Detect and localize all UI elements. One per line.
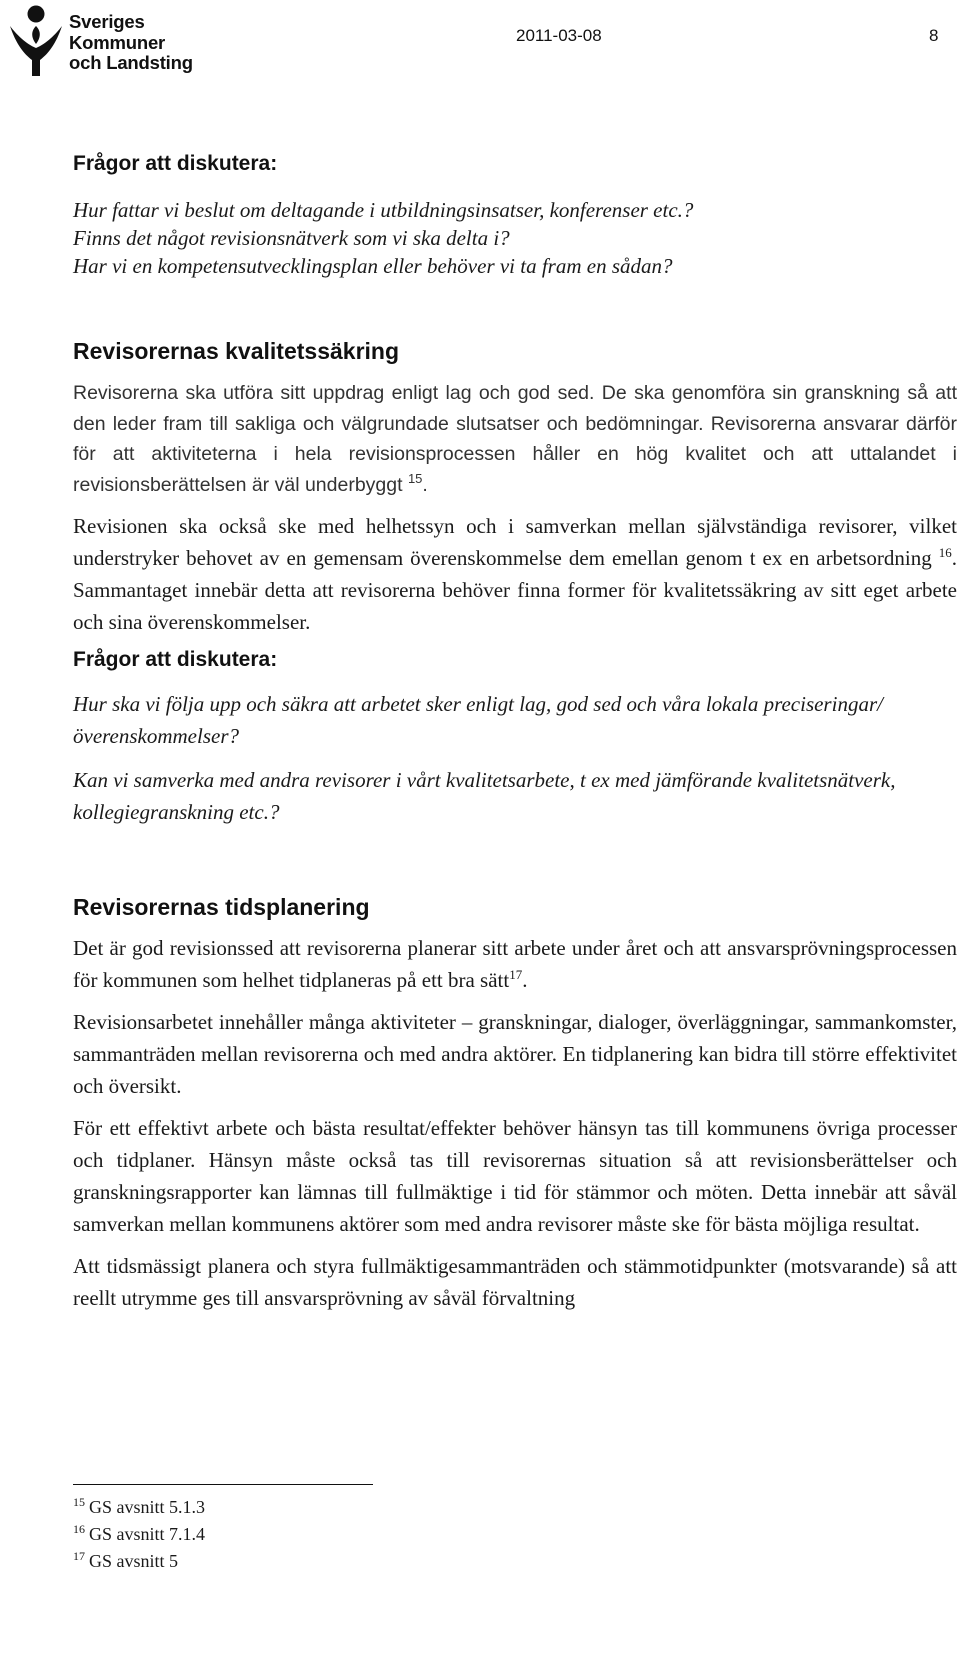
question-item: Hur ska vi följa upp och säkra att arbetet sker enligt lag, god sed och våra lokala preciseringar/överenskommelser? [73, 692, 883, 748]
footnote-item [73, 1548, 205, 1575]
footnote-number: 16 [73, 1522, 85, 1536]
footnote-item [73, 1521, 205, 1548]
paragraph-tid-1 [73, 932, 957, 996]
paragraph-tid-2: Revisionsarbetet innehåller många aktiviteter – granskningar, dialoger, överläggningar, sammankomster, sammanträden mellan revisorerna och med andra aktörer. En tidplanering kan bidra till större effektivitet och översikt. [73, 1010, 957, 1098]
logo-line-1: Sveriges [69, 11, 145, 32]
logo-line-2: Kommuner [69, 31, 166, 53]
question-item: Kan vi samverka med andra revisorer i vårt kvalitetsarbete, t ex med jämförande kvalitetsnätverk, kollegiegranskning etc.? [73, 768, 896, 824]
footnote-number: 15 [73, 1495, 85, 1509]
header-date: 2011-03-08 [516, 26, 602, 45]
footnote-text: GS avsnitt 5 [89, 1551, 179, 1571]
paragraph-end: . [522, 968, 528, 992]
footnote-item [73, 1494, 205, 1521]
footnote-text: GS avsnitt 7.1.4 [89, 1524, 206, 1544]
page-number: 8 [929, 26, 939, 45]
paragraph-text: . Sammantaget innebär detta att revisorerna behöver finna former för kvalitetssäkring av sitt eget arbete och sina överenskommelser. [73, 546, 957, 634]
footnote-ref-17: 17 [509, 967, 523, 982]
footnote-separator [73, 1484, 373, 1485]
section-heading-tidsplanering: Revisorernas tidsplanering [73, 894, 370, 920]
paragraph-text: Det är god revisionssed att revisorerna planerar sitt arbete under året och att ansvarsprövningsprocessen för kommunen som helhet tidplaneras på ett bra sätt [73, 936, 957, 992]
paragraph-kvalitet-1 [73, 378, 957, 500]
organization-logo [6, 4, 196, 78]
section-heading-kvalitetssakring: Revisorernas kvalitetssäkring [73, 338, 400, 364]
footnote-number: 17 [73, 1549, 85, 1563]
question-item: Finns det något revisionsnätverk som vi ska delta i? [73, 226, 510, 250]
paragraph-tid-4: Att tidsmässigt planera och styra fullmäktigesammanträden och stämmotidpunkter (motsvarande) så att reellt utrymme ges till ansvarsprövning av såväl förvaltning [73, 1254, 957, 1310]
paragraph-kvalitet-2 [73, 510, 957, 638]
paragraph-tid-3: För ett effektivt arbete och bästa resultat/effekter behöver hänsyn tas till kommunens övriga processer och tidplaner. Hänsyn måste också tas till revisorernas situation så att revisionsberättelser och granskningsrapporter kan lämnas till fullmäktige i tid för stämmor och möten. Detta innebär att såväl samverkan mellan kommunens aktörer som med andra revisorer måste ske för bästa möjliga resultat. [73, 1116, 957, 1236]
questions-heading-2: Frågor att diskutera: [73, 648, 278, 671]
question-list-1 [73, 196, 957, 280]
paragraph-text: Revisorerna ska utföra sitt uppdrag enligt lag och god sed. De ska genomföra sin granskning så att den leder fram till sakliga och välgrundade slutsatser och bedömningar. Revisorerna ansvarar därför för att aktiviteterna i hela revisionsprocessen håller en hög kvalitet och att uttalandet i revisionsberättelsen är väl underbyggt [73, 382, 957, 496]
question-item: Hur fattar vi beslut om deltagande i utbildningsinsatser, konferenser etc.? [73, 198, 694, 222]
skl-figure-logo-icon [6, 4, 66, 78]
footnotes [73, 1494, 205, 1575]
footnote-text: GS avsnitt 5.1.3 [89, 1497, 206, 1517]
question-item: Har vi en kompetensutvecklingsplan eller behöver vi ta fram en sådan? [73, 254, 673, 278]
footnote-ref-15: 15 [407, 470, 423, 486]
paragraph-end: . [422, 473, 428, 496]
main-content [73, 150, 957, 1314]
logo-wordmark [69, 12, 193, 74]
paragraph-text: Revisionen ska också ske med helhetssyn och i samverkan mellan självständiga revisorer, vilket understryker behovet av en gemensam överenskommelse dem emellan genom t ex en arbetsordning [73, 514, 957, 570]
questions-heading-1: Frågor att diskutera: [73, 152, 278, 175]
footnote-ref-16: 16 [938, 545, 952, 560]
logo-line-3: och Landsting [69, 52, 193, 73]
